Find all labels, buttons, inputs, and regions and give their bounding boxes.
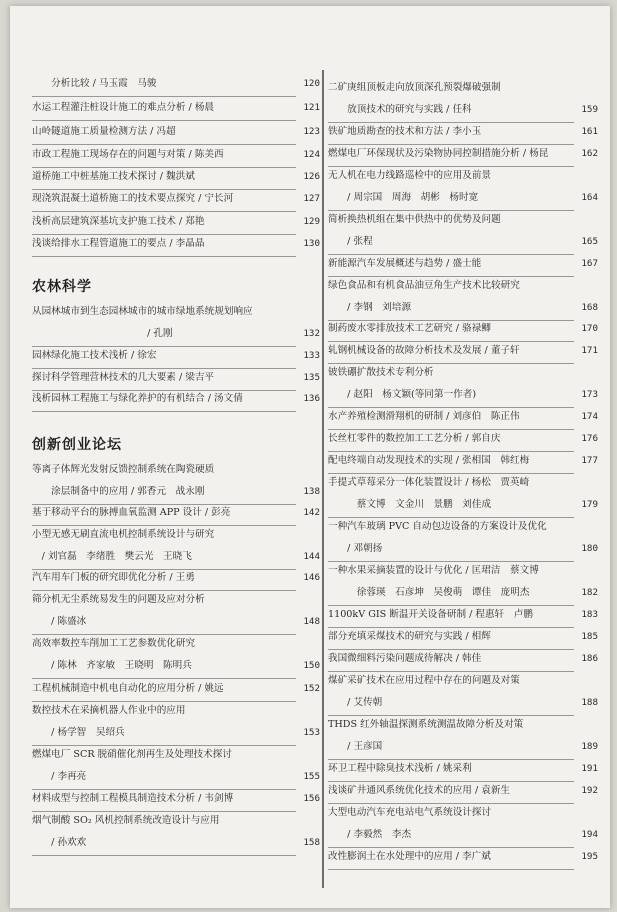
entry-title-line: / 陈盛冰 <box>32 616 87 627</box>
toc-entry[interactable] <box>32 393 320 415</box>
entry-page-number: 161 <box>581 126 598 137</box>
entry-title-line: / 周宗国 周海 胡彬 杨时宽 <box>328 192 479 203</box>
entry-title-line: 浅谈矿井通风系统优化技术的应用 / 袁新生 <box>328 785 511 796</box>
entry-title-line: 等离子体辉光发射反馈控制系统在陶瓷硬质 <box>32 464 215 475</box>
entry-title-line: / 张程 <box>328 236 373 247</box>
entry-page-number: 195 <box>581 851 598 862</box>
entry-title-line: 大型电动汽车充电站电气系统设计探讨 <box>328 807 492 818</box>
entry-page-number: 133 <box>303 350 320 361</box>
entry-title-line: 市政工程施工现场存在的问题与对策 / 陈美西 <box>32 149 224 160</box>
toc-entry[interactable] <box>328 280 598 324</box>
entry-title-line: 汽车用车门板的研究即优化分析 / 王勇 <box>32 572 195 583</box>
toc-entry[interactable] <box>328 675 598 719</box>
entry-underline <box>32 411 296 412</box>
entry-page-number: 182 <box>581 587 598 598</box>
entry-title-line: / 邓朝扬 <box>328 543 383 554</box>
entry-title-line: 长丝杠零件的数控加工工艺分析 / 郭自庆 <box>328 433 501 444</box>
entry-page-number: 152 <box>303 683 320 694</box>
toc-entry[interactable] <box>328 258 598 280</box>
entry-page-number: 148 <box>303 616 320 627</box>
entry-underline <box>328 649 574 650</box>
entry-page-number: 171 <box>581 345 598 356</box>
toc-entry[interactable] <box>328 653 598 675</box>
entry-page-number: 132 <box>303 328 320 339</box>
entry-title-line: 道桥施工中桩基施工技术探讨 / 魏洪斌 <box>32 171 195 182</box>
entry-underline <box>32 189 296 190</box>
toc-entry[interactable] <box>32 78 320 100</box>
entry-title-line: 材料成型与控制工程模具制造技术分析 / 韦剑博 <box>32 793 234 804</box>
entry-title-line: THDS 红外轴温探测系统测温故障分析及对策 <box>328 719 524 730</box>
entry-underline <box>328 517 574 518</box>
toc-entry[interactable] <box>32 216 320 238</box>
entry-underline <box>32 346 296 347</box>
entry-title-line: 铍铁硼扩散技术专利分析 <box>328 367 434 378</box>
entry-page-number: 185 <box>581 631 598 642</box>
toc-entry[interactable] <box>32 372 320 394</box>
entry-underline <box>32 701 296 702</box>
toc-entry[interactable] <box>32 749 320 793</box>
entry-page-number: 168 <box>581 302 598 313</box>
toc-entry[interactable] <box>328 411 598 433</box>
entry-page-number: 124 <box>303 149 320 160</box>
toc-entry[interactable] <box>328 455 598 477</box>
entry-underline <box>328 144 574 145</box>
right-column <box>328 6 598 908</box>
entry-page-number: 164 <box>581 192 598 203</box>
entry-page-number: 192 <box>581 785 598 796</box>
entry-underline <box>32 504 296 505</box>
entry-title-line: 无人机在电力线路巡检中的应用及前景 <box>328 170 492 181</box>
toc-entry[interactable] <box>32 529 320 573</box>
toc-entry[interactable] <box>32 572 320 594</box>
entry-title-line: 小型无感无刷直流电机控制系统设计与研究 <box>32 529 215 540</box>
entry-title-line: 燃煤电厂 SCR 脱硝催化剂再生及处理技术探讨 <box>32 749 232 760</box>
entry-title-line: / 李钢 刘培源 <box>328 302 412 313</box>
entry-title-line: 涂层制备中的应用 / 郭香元 战永刚 <box>32 486 205 497</box>
entry-title-line: 烟气制酸 SO₂ 风机控制系统改造设计与应用 <box>32 815 220 826</box>
entry-page-number: 188 <box>581 697 598 708</box>
toc-entry[interactable] <box>32 306 320 350</box>
toc-entry[interactable] <box>32 464 320 508</box>
entry-underline <box>328 781 574 782</box>
toc-entry[interactable] <box>32 793 320 815</box>
entry-underline <box>328 210 574 211</box>
toc-entry[interactable] <box>328 323 598 345</box>
entry-page-number: 146 <box>303 572 320 583</box>
entry-title-line: 二矿庚组顶板走向放顶深孔预裂爆破强制 <box>328 82 501 93</box>
toc-entry[interactable] <box>32 126 320 148</box>
toc-page <box>10 6 610 908</box>
toc-entry[interactable] <box>328 565 598 609</box>
entry-page-number: 180 <box>581 543 598 554</box>
entry-page-number: 121 <box>303 102 320 113</box>
entry-title-line: 一种汽车玻璃 PVC 自动包边设备的方案设计及优化 <box>328 521 547 532</box>
entry-underline <box>32 678 296 679</box>
entry-underline <box>328 869 574 870</box>
entry-page-number: 170 <box>581 323 598 334</box>
toc-entry[interactable] <box>32 149 320 171</box>
entry-page-number: 167 <box>581 258 598 269</box>
toc-entry[interactable] <box>328 126 598 148</box>
toc-entry[interactable] <box>328 148 598 170</box>
entry-title-line: 山岭隧道施工质量检测方法 / 冯超 <box>32 126 176 137</box>
entry-title-line: 配电终端自动发现技术的实现 / 张相国 韩红梅 <box>328 455 530 466</box>
entry-title-line: / 杨学智 吴绍兵 <box>32 727 125 738</box>
entry-underline <box>328 605 574 606</box>
entry-page-number: 179 <box>581 499 598 510</box>
entry-title-line: 从园林城市到生态园林城市的城市绿地系统规划响应 <box>32 306 253 317</box>
entry-title-line: 分析比较 / 马玉霞 马骏 <box>32 78 157 89</box>
entry-underline <box>328 363 574 364</box>
entry-page-number: 144 <box>303 551 320 562</box>
entry-underline <box>328 122 574 123</box>
entry-underline <box>32 120 296 121</box>
entry-title-line: 煤矿采矿技术在应用过程中存在的问题及对策 <box>328 675 520 686</box>
toc-entry[interactable] <box>328 521 598 565</box>
entry-page-number: 135 <box>303 372 320 383</box>
toc-entry[interactable] <box>32 705 320 749</box>
entry-title-line: / 孔刚 <box>32 328 173 339</box>
entry-underline <box>32 167 296 168</box>
entry-page-number: 120 <box>303 78 320 89</box>
entry-title-line: 基于移动平台的脉搏血氧监测 APP 设计 / 彭亮 <box>32 507 231 518</box>
entry-title-line: 园林绿化施工技术浅析 / 徐宏 <box>32 350 157 361</box>
entry-title-line: 我国微细料污染问题成待解决 / 韩佳 <box>328 653 482 664</box>
entry-page-number: 159 <box>581 104 598 115</box>
entry-underline <box>32 789 296 790</box>
entry-page-number: 129 <box>303 216 320 227</box>
entry-title-line: 探讨科学管理营林技术的几大要素 / 梁吉平 <box>32 372 215 383</box>
entry-underline <box>328 276 574 277</box>
entry-title-line: 数控技术在采摘机器人作业中的应用 <box>32 705 186 716</box>
entry-underline <box>32 368 296 369</box>
entry-title-line: / 刘官磊 李绪胜 樊云光 王晓飞 <box>32 551 192 562</box>
toc-entry[interactable] <box>32 171 320 193</box>
toc-entry[interactable] <box>328 433 598 455</box>
entry-title-line: 绿色食品和有机食品油豆角生产技术比较研究 <box>328 280 520 291</box>
entry-title-line: 1100kV GIS 断温开关设备研制 / 程惠轩 卢鹏 <box>328 609 533 620</box>
entry-page-number: 142 <box>303 507 320 518</box>
entry-underline <box>328 451 574 452</box>
toc-entry[interactable] <box>328 719 598 763</box>
entry-title-line: 燃煤电厂环保现状及污染物协同控制措施分析 / 杨昆 <box>328 148 549 159</box>
entry-page-number: 126 <box>303 171 320 182</box>
entry-underline <box>328 759 574 760</box>
entry-underline <box>32 811 296 812</box>
entry-title-line: 轧钢机械设备的故障分析技术及发展 / 董子轩 <box>328 345 520 356</box>
toc-entry[interactable] <box>328 367 598 411</box>
entry-underline <box>328 407 574 408</box>
entry-title-line: / 陈林 齐家敏 王晓明 陈明兵 <box>32 660 192 671</box>
toc-entry[interactable] <box>32 507 320 529</box>
entry-underline <box>328 166 574 167</box>
entry-underline <box>328 715 574 716</box>
entry-title-line: 铁矿地质勘查的技术和方法 / 李小玉 <box>328 126 482 137</box>
entry-page-number: 176 <box>581 433 598 444</box>
toc-entry[interactable] <box>32 350 320 372</box>
entry-underline <box>32 234 296 235</box>
toc-entry[interactable] <box>328 807 598 851</box>
toc-entry[interactable] <box>328 214 598 258</box>
entry-page-number: 191 <box>581 763 598 774</box>
entry-underline <box>32 144 296 145</box>
entry-page-number: 136 <box>303 393 320 404</box>
entry-title-line: 蔡文博 文金川 景鹏 刘佳成 <box>328 499 492 510</box>
toc-entry[interactable] <box>32 238 320 260</box>
entry-underline <box>32 96 296 97</box>
toc-entry[interactable] <box>328 170 598 214</box>
entry-page-number: 162 <box>581 148 598 159</box>
entry-page-number: 183 <box>581 609 598 620</box>
entry-underline <box>32 256 296 257</box>
entry-page-number: 177 <box>581 455 598 466</box>
toc-entry[interactable] <box>328 631 598 653</box>
entry-title-line: 浅析园林工程施工与绿化养护的有机结合 / 汤文倩 <box>32 393 243 404</box>
entry-page-number: 156 <box>303 793 320 804</box>
entry-page-number: 186 <box>581 653 598 664</box>
toc-entry[interactable] <box>32 638 320 682</box>
left-column <box>32 6 320 908</box>
entry-title-line: / 王彦国 <box>328 741 383 752</box>
entry-page-number: 127 <box>303 193 320 204</box>
entry-page-number: 130 <box>303 238 320 249</box>
toc-entry[interactable] <box>328 477 598 521</box>
entry-page-number: 150 <box>303 660 320 671</box>
entry-title-line: 浅谈给排水工程管道施工的要点 / 李晶晶 <box>32 238 205 249</box>
entry-title-line: / 孙欢欢 <box>32 837 87 848</box>
entry-page-number: 158 <box>303 837 320 848</box>
toc-entry[interactable] <box>328 851 598 873</box>
toc-entry[interactable] <box>32 815 320 859</box>
toc-entry[interactable] <box>32 683 320 705</box>
entry-underline <box>328 429 574 430</box>
toc-entry[interactable] <box>328 785 598 807</box>
entry-page-number: 189 <box>581 741 598 752</box>
entry-title-line: 部分充填采煤技术的研究与实践 / 相辉 <box>328 631 491 642</box>
entry-underline <box>32 525 296 526</box>
entry-underline <box>328 627 574 628</box>
toc-entry[interactable] <box>328 82 598 126</box>
entry-underline <box>328 341 574 342</box>
entry-underline <box>328 803 574 804</box>
entry-title-line: 现浇筑混凝土道桥施工的技术要点探究 / 宁长河 <box>32 193 234 204</box>
entry-title-line: 工程机械制造中机电自动化的应用分析 / 姚远 <box>32 683 224 694</box>
entry-title-line: 新能源汽车发展概述与趋势 / 盛士能 <box>328 258 482 269</box>
section-heading: 创新创业论坛 <box>32 437 122 453</box>
entry-title-line: 一种水果采摘装置的设计与优化 / 匡珺洁 蔡文博 <box>328 565 539 576</box>
toc-entry[interactable] <box>32 102 320 124</box>
toc-entry[interactable] <box>32 594 320 638</box>
entry-title-line: 环卫工程中除臭技术浅析 / 姚采利 <box>328 763 472 774</box>
entry-underline <box>328 847 574 848</box>
entry-title-line: 浅析高层建筑深基坑支护施工技术 / 郑艳 <box>32 216 205 227</box>
entry-underline <box>32 390 296 391</box>
toc-entry[interactable] <box>32 193 320 215</box>
entry-title-line: / 李再亮 <box>32 771 87 782</box>
entry-title-line: 改性膨润土在水处理中的应用 / 李广斌 <box>328 851 491 862</box>
entry-page-number: 138 <box>303 486 320 497</box>
entry-title-line: / 李毅然 李杰 <box>328 829 412 840</box>
entry-title-line: 制药废水零排放技术工艺研究 / 骆禄鲫 <box>328 323 491 334</box>
entry-underline <box>32 569 296 570</box>
entry-title-line: 水产养殖检测滑翔机的研制 / 刘彦伯 陈正伟 <box>328 411 520 422</box>
toc-entry[interactable] <box>328 609 598 631</box>
entry-underline <box>32 634 296 635</box>
toc-entry[interactable] <box>328 763 598 785</box>
entry-underline <box>32 211 296 212</box>
entry-underline <box>328 473 574 474</box>
entry-title-line: 筛分机无尘系统易发生的问题及应对分析 <box>32 594 205 605</box>
entry-underline <box>328 671 574 672</box>
entry-title-line: 手提式草莓采分一体化装置设计 / 杨松 贾英崎 <box>328 477 530 488</box>
entry-underline <box>32 590 296 591</box>
entry-title-line: 简析换热机组在集中供热中的优势及问题 <box>328 214 501 225</box>
entry-underline <box>328 254 574 255</box>
entry-underline <box>32 745 296 746</box>
entry-underline <box>328 561 574 562</box>
entry-title-line: 高效率数控车削加工工艺参数优化研究 <box>32 638 196 649</box>
entry-page-number: 155 <box>303 771 320 782</box>
entry-title-line: / 赵阳 杨文颖(等同第一作者) <box>328 389 477 400</box>
entry-underline <box>328 320 574 321</box>
entry-page-number: 123 <box>303 126 320 137</box>
entry-page-number: 173 <box>581 389 598 400</box>
entry-page-number: 174 <box>581 411 598 422</box>
column-divider <box>322 70 324 888</box>
entry-title-line: 水运工程灌注桩设计施工的难点分析 / 杨晨 <box>32 102 215 113</box>
entry-title-line: 徐蓉瑛 石彦坤 吴俊萌 谭佳 庞明杰 <box>328 587 530 598</box>
entry-underline <box>32 855 296 856</box>
toc-entry[interactable] <box>328 345 598 367</box>
entry-page-number: 153 <box>303 727 320 738</box>
entry-page-number: 165 <box>581 236 598 247</box>
entry-page-number: 194 <box>581 829 598 840</box>
entry-title-line: 放顶技术的研究与实践 / 任科 <box>328 104 472 115</box>
section-heading: 农林科学 <box>32 279 92 295</box>
entry-title-line: / 艾传朝 <box>328 697 383 708</box>
